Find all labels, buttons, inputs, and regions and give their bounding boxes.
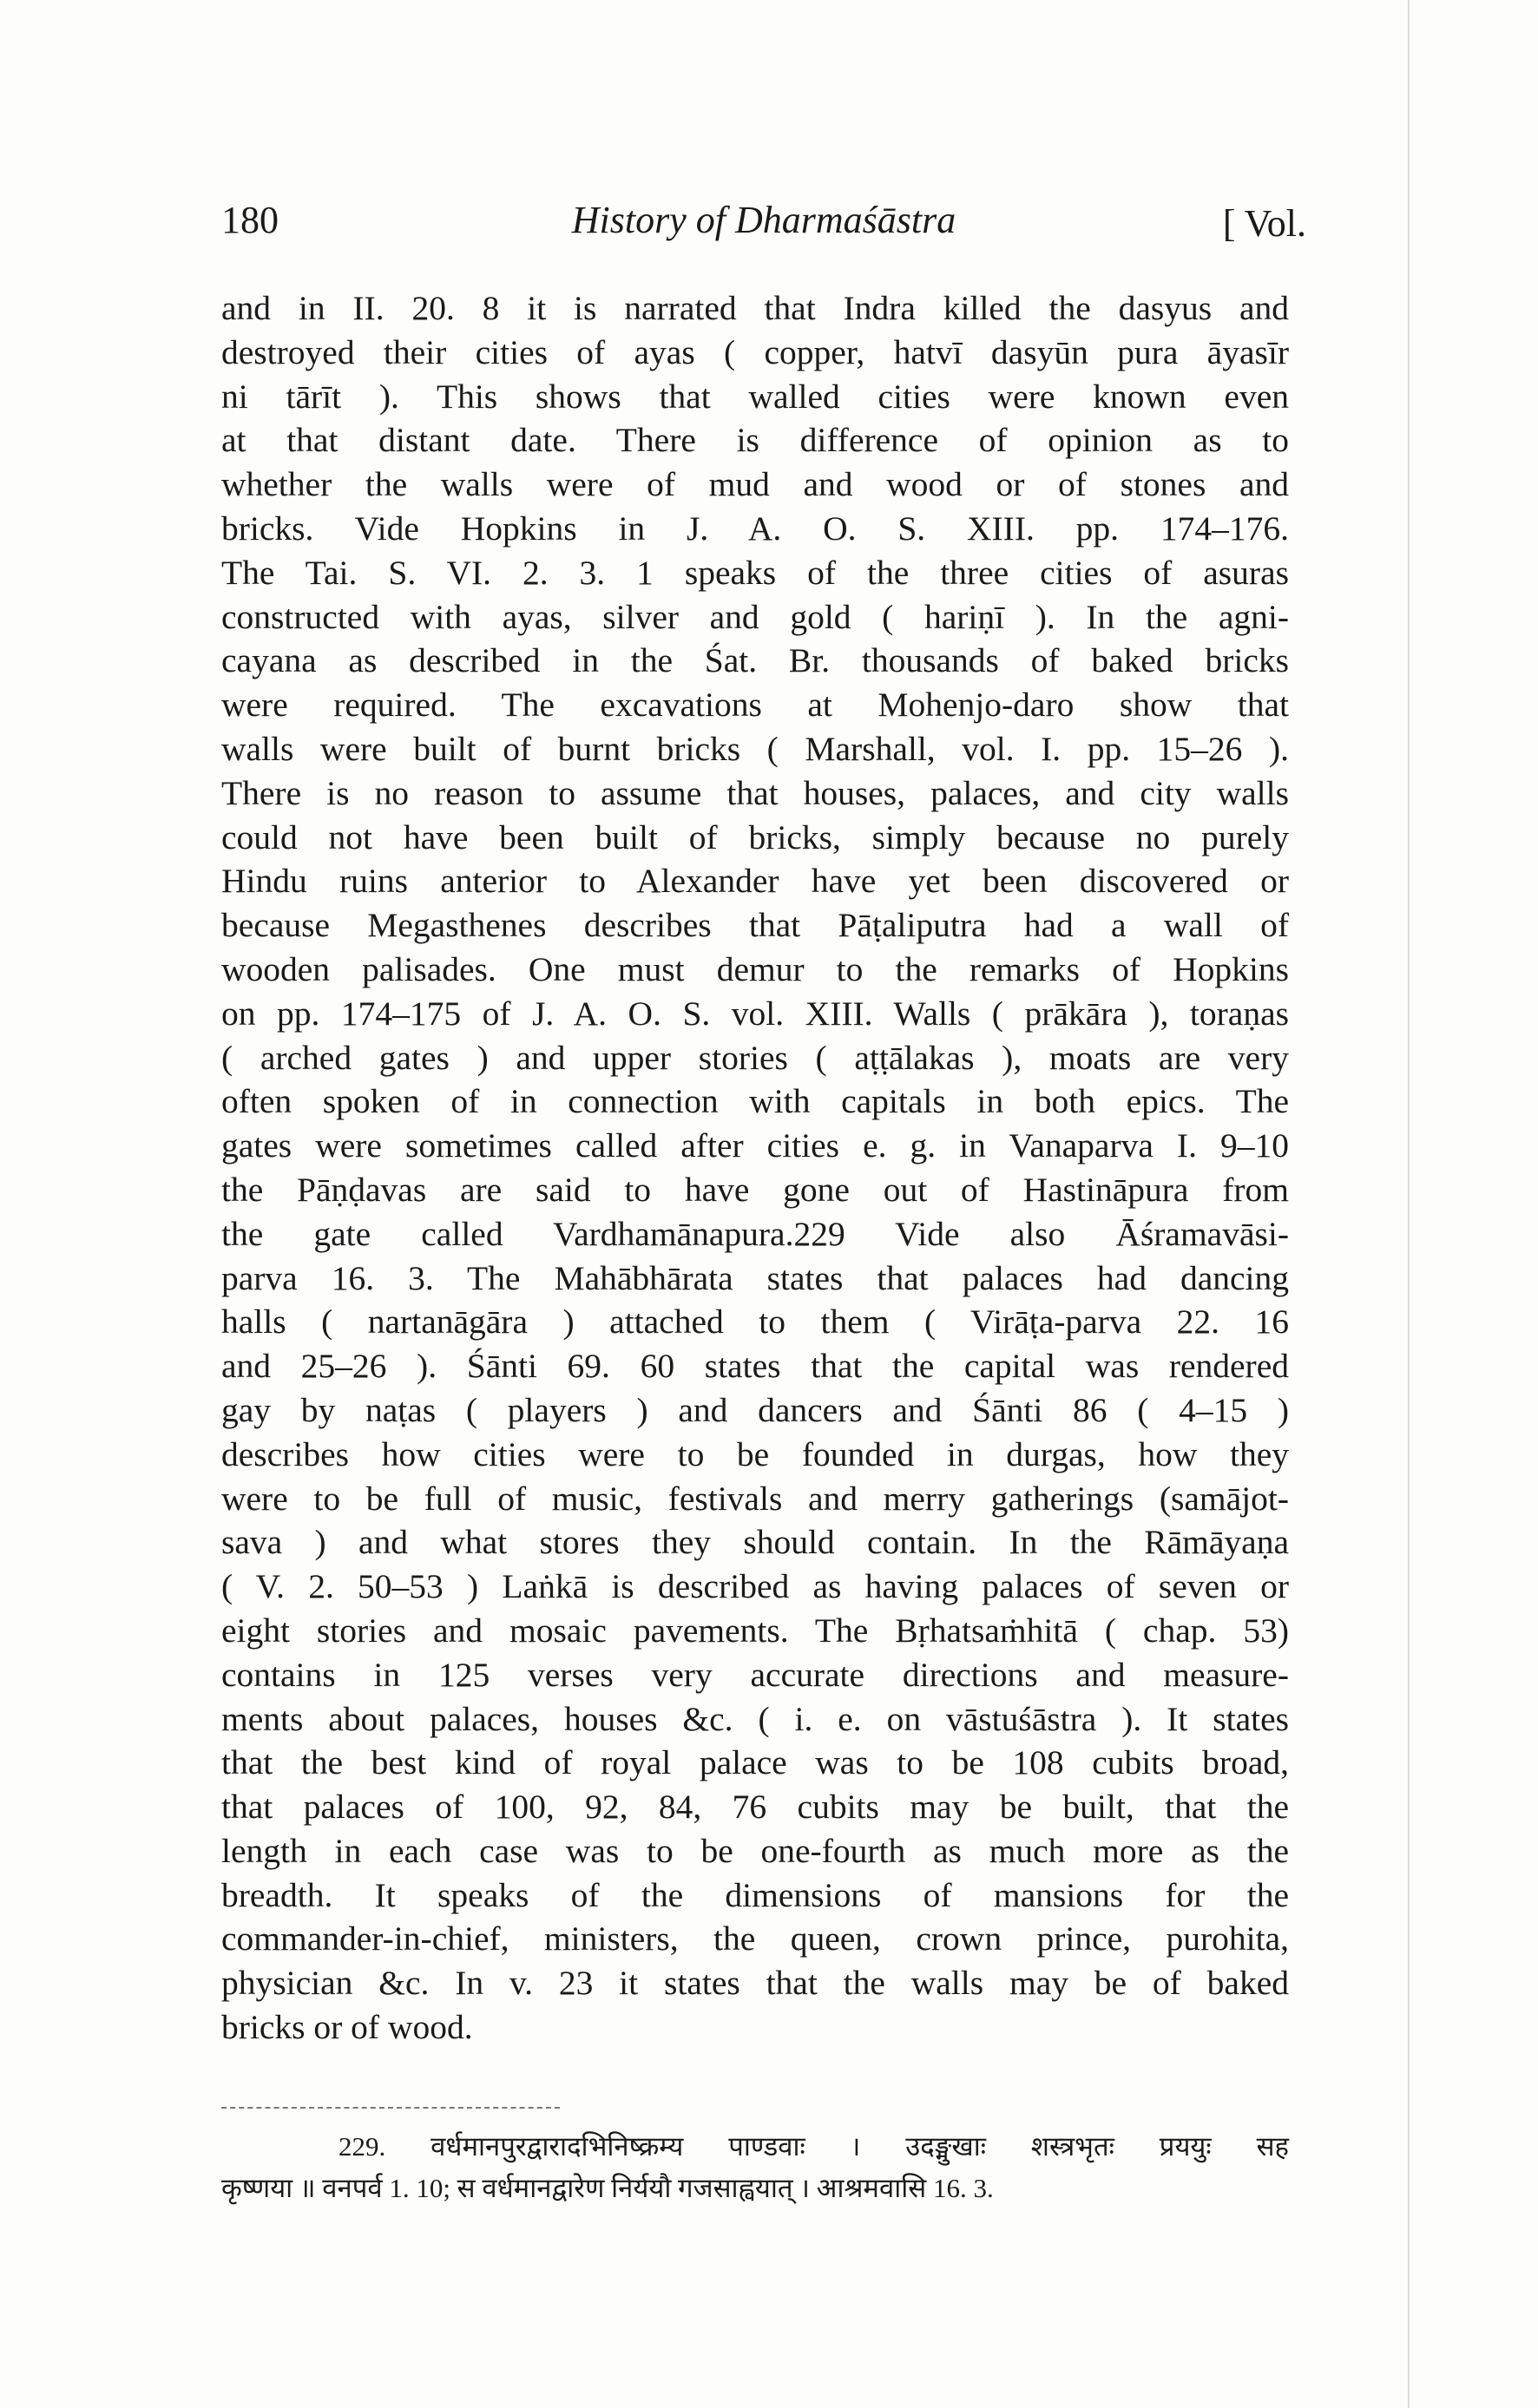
body-line: gay by naṭas ( players ) and dancers and Śānti 86 ( 4–15 )	[221, 1390, 1289, 1429]
body-line: and 25–26 ). Śānti 69. 60 states that the capital was rendered	[221, 1347, 1289, 1386]
body-line: Hindu ruins anterior to Alexander have yet been discovered or	[221, 862, 1289, 901]
body-line: wooden palisades. One must demur to the remarks of Hopkins	[221, 949, 1289, 988]
scan-edge-line	[1408, 0, 1410, 2408]
volume-mark: [ Vol.	[1222, 202, 1306, 245]
body-line: physician &c. In v. 23 it states that the walls may be of baked	[221, 1964, 1289, 2003]
body-line: breadth. It speaks of the dimensions of mansions for the	[221, 1875, 1289, 1914]
body-line: describes how cities were to be founded in durgas, how they	[221, 1434, 1289, 1473]
body-line: cayana as described in the Śat. Br. thousands of baked bricks	[221, 641, 1289, 680]
footnote-rule	[221, 2107, 560, 2109]
body-line: whether the walls were of mud and wood or of stones and	[221, 465, 1289, 504]
body-line: commander-in-chief, ministers, the queen, crown prince, purohita,	[221, 1919, 1289, 1959]
body-line: ( arched gates ) and upper stories ( aṭṭālakas ), moats are very	[221, 1038, 1289, 1077]
body-line: and in II. 20. 8 it is narrated that Indra killed the dasyus and	[221, 289, 1289, 327]
body-line: halls ( nartanāgāra ) attached to them ( Virāṭa-parva 22. 16	[221, 1302, 1289, 1342]
footnote-line: 229. वर्धमानपुरद्वारादभिनिष्क्रम्य पाण्डवाः । उदङ्मुखाः शस्त्रभृतः प्रययुः सह	[338, 2131, 1289, 2162]
body-line: at that distant date. There is difference of opinion as to	[221, 421, 1289, 460]
body-line: walls were built of burnt bricks ( Marshall, vol. I. pp. 15–26 ).	[221, 729, 1289, 768]
body-line: that palaces of 100, 92, 84, 76 cubits may be built, that the	[221, 1788, 1289, 1827]
body-line: gates were sometimes called after cities e. g. in Vanaparva I. 9–10	[221, 1126, 1289, 1165]
body-line: were required. The excavations at Mohenjo-daro show that	[221, 686, 1289, 725]
body-line: length in each case was to be one-fourth as much more as the	[221, 1831, 1289, 1870]
body-line: ( V. 2. 50–53 ) Laṅkā is described as having palaces of seven or	[221, 1567, 1289, 1606]
body-line: ni tārīt ). This shows that walled cities were known even	[221, 377, 1289, 416]
running-title: History of Dharmaśāstra	[571, 199, 956, 241]
body-line: bricks. Vide Hopkins in J. A. O. S. XIII. pp. 174–176.	[221, 509, 1289, 548]
body-line: on pp. 174–175 of J. A. O. S. vol. XIII. Walls ( prākāra ), toraṇas	[221, 994, 1289, 1033]
body-line: destroyed their cities of ayas ( copper, hatvī dasyūn pura āyasīr	[221, 332, 1289, 371]
body-line: There is no reason to assume that houses, palaces, and city walls	[221, 773, 1289, 812]
body-line: eight stories and mosaic pavements. The Bṛhatsaṁhitā ( chap. 53)	[221, 1611, 1289, 1650]
body-line: The Tai. S. VI. 2. 3. 1 speaks of the three cities of asuras	[221, 553, 1289, 592]
body-line: contains in 125 verses very accurate directions and measure-	[221, 1655, 1289, 1694]
body-line: ments about palaces, houses &c. ( i. e. on vāstuśāstra ). It states	[221, 1699, 1289, 1738]
body-line: the gate called Vardhamānapura.229 Vide also Āśramavāsi-	[221, 1214, 1289, 1253]
body-line: were to be full of music, festivals and merry gatherings (samājot-	[221, 1479, 1289, 1518]
page-header	[221, 198, 1306, 259]
body-line: constructed with ayas, silver and gold ( hariṇī ). In the agni-	[221, 597, 1289, 636]
body-line: that the best kind of royal palace was to be 108 cubits broad,	[221, 1743, 1289, 1782]
body-line: sava ) and what stores they should contain. In the Rāmāyaṇa	[221, 1523, 1289, 1562]
body-text	[221, 286, 1289, 2050]
body-line: because Megasthenes describes that Pāṭaliputra had a wall of	[221, 906, 1289, 945]
page-number: 180	[221, 199, 279, 241]
footnote	[221, 2126, 1289, 2209]
body-line: could not have been built of bricks, simply because no purely	[221, 817, 1289, 856]
footnote-line: कृष्णया ॥ वनपर्व 1. 10; स वर्धमानद्वारेण निर्ययौ गजसाह्वयात् । आश्रमवासि 16. 3.	[221, 2173, 994, 2203]
body-line: often spoken of in connection with capitals in both epics. The	[221, 1082, 1289, 1121]
body-line: bricks or of wood.	[221, 2008, 473, 2047]
body-line: the Pāṇḍavas are said to have gone out of Hastināpura from	[221, 1170, 1289, 1209]
body-line: parva 16. 3. The Mahābhārata states that palaces had dancing	[221, 1258, 1289, 1297]
